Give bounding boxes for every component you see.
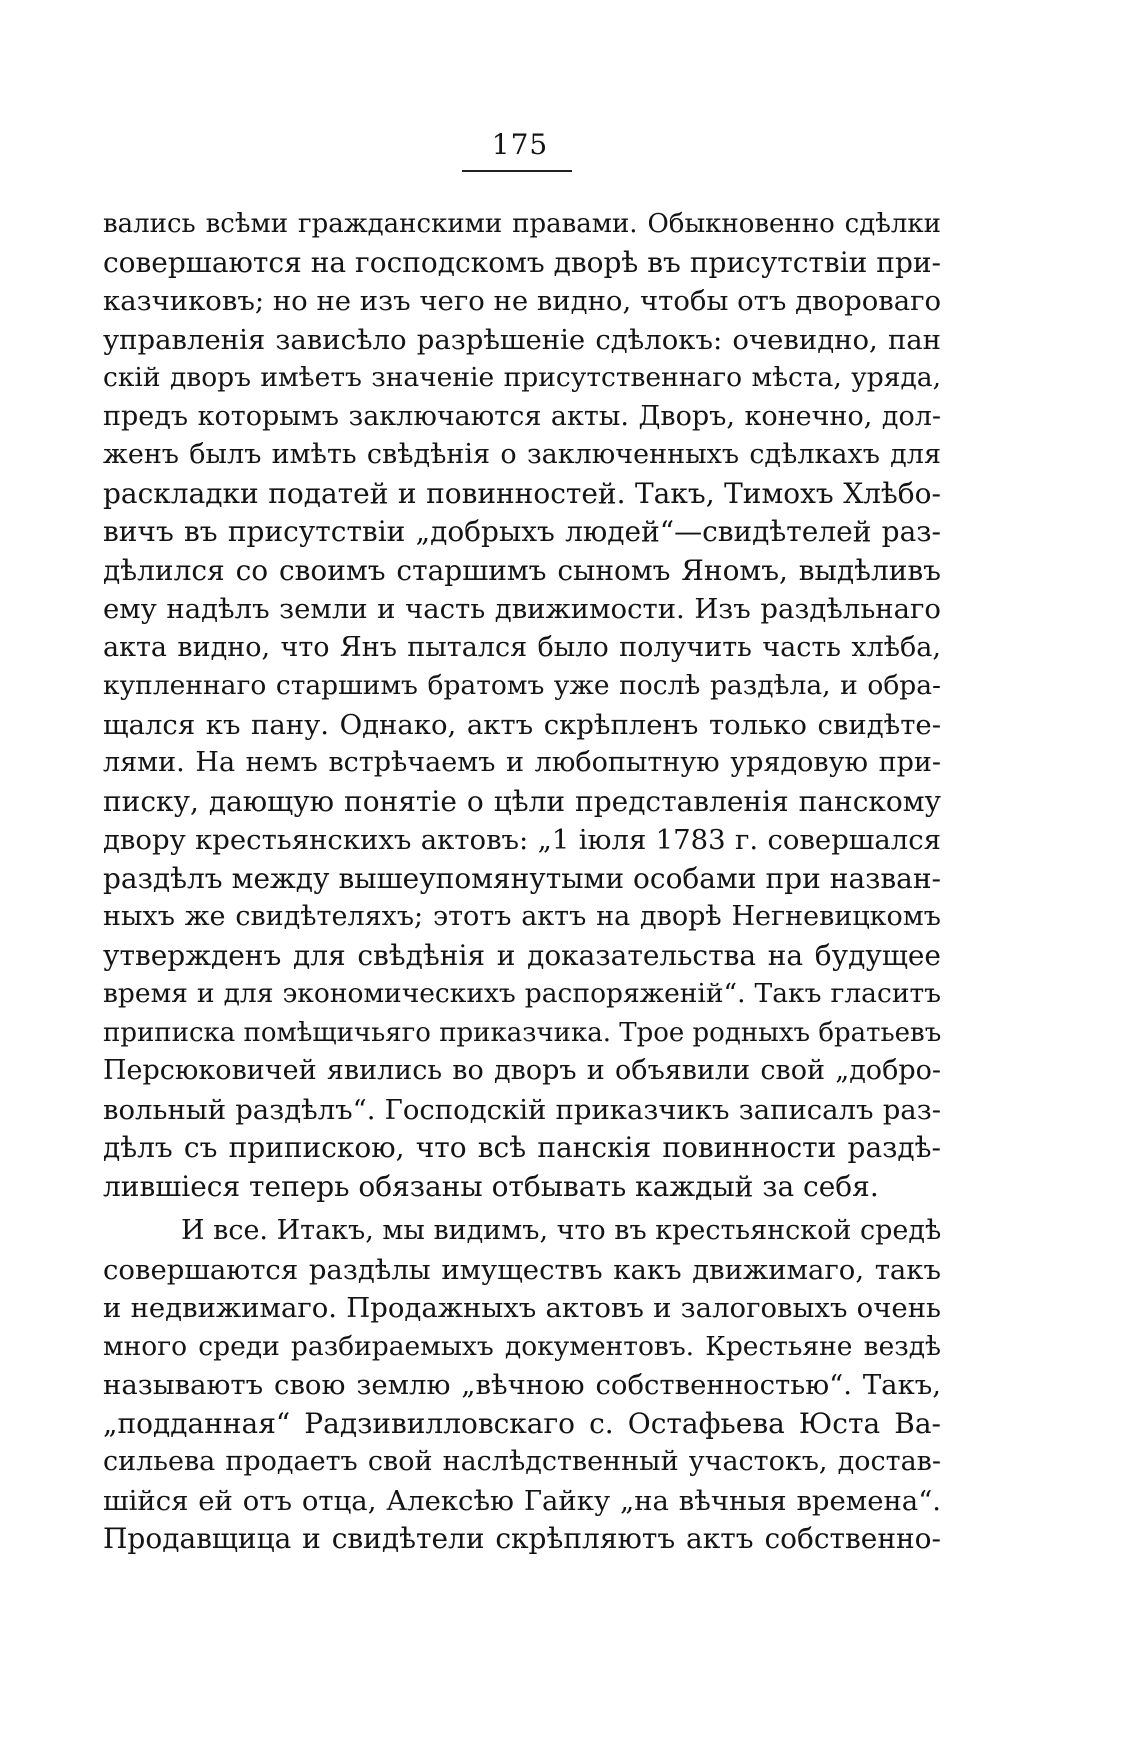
text-line: сильева продаетъ свой наслѣдственный участокъ, достав-: [103, 1446, 941, 1477]
text-line: утвержденъ для свѣдѣнія и доказательства на будущее: [103, 938, 941, 972]
text-line: и недвижимаго. Продажныхъ актовъ и залоговыхъ очень: [103, 1292, 941, 1324]
text-line: щался къ пану. Однако, актъ скрѣпленъ только свидѣте-: [103, 708, 941, 741]
text-line: приписка помѣщичьяго приказчика. Трое родныхъ братьевъ: [103, 1017, 941, 1048]
text-line: акта видно, что Янъ пытался было получить часть хлѣба,: [103, 631, 941, 663]
text-line: ему надѣлъ земли и часть движимости. Изъ раздѣльнаго: [103, 593, 941, 625]
text-line: совершаются на господскомъ дворѣ въ присутствіи при-: [103, 245, 941, 279]
text-line: дѣлился со своимъ старшимъ сыномъ Яномъ, выдѣливъ: [103, 553, 941, 587]
text-line: называютъ свою землю „вѣчною собственностью“. Такъ,: [103, 1369, 941, 1401]
paragraph-2: [103, 1212, 941, 1559]
text-line: время и для экономическихъ распоряженій“. Такъ гласитъ: [103, 978, 941, 1009]
text-line: вались всѣми гражданскими правами. Обыкновенно сдѣлки: [103, 209, 941, 239]
text-line: вольный раздѣлъ“. Господскій приказчикъ записалъ раз-: [103, 1093, 941, 1126]
text-line: Продавщица и свидѣтели скрѣпляютъ актъ собственно-: [103, 1522, 941, 1555]
text-line: дѣлъ съ припискою, что всѣ панскія повинности раздѣ-: [103, 1131, 941, 1164]
text-line: шійся ей отъ отца, Алексѣю Гайку „на вѣчныя времена“.: [103, 1484, 941, 1517]
text-line: скій дворъ имѣетъ значеніе присутственнаго мѣста, уряда,: [103, 362, 941, 393]
text-line: раздѣлъ между вышеупомянутыми особами при назван-: [103, 861, 941, 895]
text-line: женъ былъ имѣть свѣдѣнія о заключенныхъ сдѣлкахъ для: [103, 439, 941, 470]
text-line: совершаются раздѣлы имуществъ какъ движимаго, такъ: [103, 1253, 941, 1286]
text-line: ныхъ же свидѣтеляхъ; этотъ актъ на дворѣ Негневицкомъ: [103, 901, 941, 932]
text-line: И все. Итакъ, мы видимъ, что въ крестьянской средѣ: [181, 1215, 941, 1246]
text-line: двору крестьянскихъ актовъ: „1 іюля 1783 г. совершался: [103, 824, 941, 856]
text-line: писку, дающую понятіе о цѣли представленія панскому: [103, 784, 941, 818]
text-line: лившіеся теперь обязаны отбывать каждый за себя.: [103, 1169, 879, 1203]
text-line: раскладки податей и повинностей. Такъ, Тимохъ Хлѣбо-: [103, 476, 941, 510]
text-line: лями. На немъ встрѣчаемъ и любопытную урядовую при-: [103, 747, 941, 778]
text-line: „подданная“ Радзивилловскаго с. Остафьева Юста Ва-: [103, 1406, 941, 1440]
text-line: купленнаго старшимъ братомъ уже послѣ раздѣла, и обра-: [103, 670, 941, 701]
page-number-rule: [462, 170, 572, 172]
text-line: много среди разбираемыхъ документовъ. Крестьяне вездѣ: [103, 1330, 941, 1362]
text-line: вичъ въ присутствіи „добрыхъ людей“—свидѣтелей раз-: [103, 515, 941, 548]
text-line: предъ которымъ заключаются акты. Дворъ, конечно, дол-: [103, 400, 941, 432]
page-number: 175: [491, 128, 549, 161]
body-text: [103, 205, 941, 1559]
text-line: управленія зависѣло разрѣшеніе сдѣлокъ: очевидно, пан: [103, 323, 941, 356]
paragraph-1: [103, 205, 941, 1206]
text-line: казчиковъ; но не изъ чего не видно, чтобы отъ двороваго: [103, 285, 941, 317]
text-line: Персюковичей явились во дворъ и объявили свой „добро-: [103, 1055, 941, 1086]
